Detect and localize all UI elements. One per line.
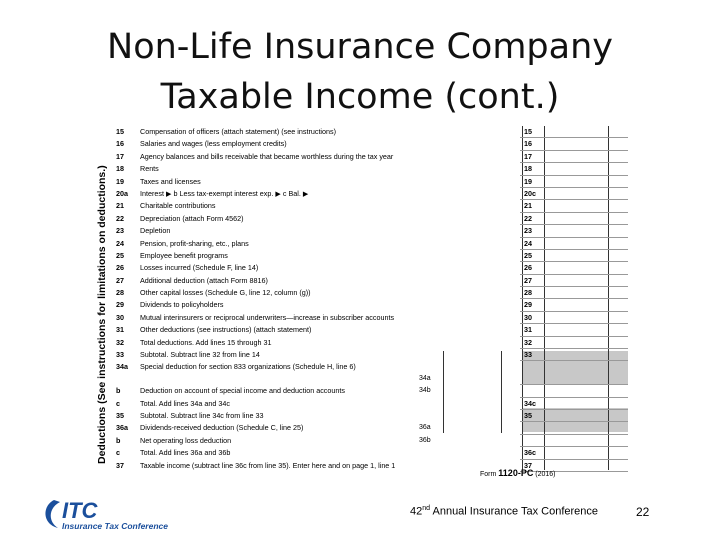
form-row [116, 262, 628, 273]
svg-text:ITC: ITC [62, 498, 98, 523]
itc-logo [40, 494, 180, 534]
line-number: 20a [116, 188, 128, 198]
form-row [116, 213, 628, 224]
line-number: 31 [116, 325, 124, 335]
itc-logo-graphic [40, 494, 180, 534]
line-description: Depreciation (attach Form 4562) [140, 213, 244, 223]
form-row [116, 126, 628, 137]
line-number: 22 [116, 213, 124, 223]
form-row [116, 225, 628, 236]
line-description: Dividends-received deduction (Schedule C, line 25) [140, 423, 304, 433]
sub-line-ref: 34b [419, 387, 431, 395]
line-number: 19 [116, 176, 124, 186]
sub-line-ref: 36b [419, 436, 431, 444]
line-ref: 33 [524, 350, 532, 360]
line-description: Pension, profit-sharing, etc., plans [140, 238, 249, 248]
line-ref: 37 [524, 460, 532, 470]
form-row [116, 151, 628, 162]
line-description: Mutual interinsurers or reciprocal underwriters—increase in subscriber accounts [140, 312, 395, 322]
line-ref: 34c [524, 398, 536, 408]
page-number: 22 [636, 505, 650, 519]
line-ref: 20c [524, 188, 536, 198]
form-row [116, 200, 628, 211]
line-number: 30 [116, 312, 124, 322]
line-ref: 27 [524, 275, 532, 285]
line-ref: 19 [524, 176, 532, 186]
line-description: Dividends to policyholders [140, 300, 224, 310]
line-ref: 21 [524, 201, 532, 211]
title-line-1: Non-Life Insurance Company [107, 27, 613, 67]
line-number: b [116, 386, 121, 396]
line-ref: 36c [524, 448, 536, 458]
form-row [116, 250, 628, 261]
form-row [116, 163, 628, 174]
line-description: Depletion [140, 226, 171, 236]
line-number: 27 [116, 275, 124, 285]
form-footer-name: 1120-PC [498, 468, 534, 478]
line-number: 37 [116, 460, 124, 470]
line-description: Charitable contributions [140, 201, 216, 211]
line-description: Subtotal. Subtract line 32 from line 14 [140, 350, 260, 360]
line-number: 33 [116, 350, 124, 360]
line-ref: 31 [524, 325, 532, 335]
line-ref: 29 [524, 300, 532, 310]
form-row [116, 299, 628, 310]
line-ref: 22 [524, 213, 532, 223]
line-number: b [116, 435, 121, 445]
line-ref: 26 [524, 263, 532, 273]
line-number: 25 [116, 250, 124, 260]
line-ref: 30 [524, 312, 532, 322]
line-number: c [116, 398, 120, 408]
line-description: Employee benefit programs [140, 250, 228, 260]
form-rows [116, 126, 628, 472]
line-number: 32 [116, 337, 124, 347]
line-number: 17 [116, 151, 124, 161]
line-ref: 18 [524, 164, 532, 174]
deductions-side-label [92, 165, 118, 468]
line-description: Taxable income (subtract line 36c from line 35). Enter here and on page 1, line 1 [140, 460, 396, 470]
form-footer-year: (2016) [535, 471, 556, 478]
line-ref: 15 [524, 127, 532, 136]
form-row [116, 312, 628, 323]
form-footer-prefix: Form [480, 471, 497, 478]
line-number: 16 [116, 139, 124, 149]
line-number: c [116, 448, 120, 458]
form-row [116, 410, 628, 421]
line-description: Taxes and licenses [140, 176, 201, 186]
form-row [116, 176, 628, 187]
line-ref: 25 [524, 250, 532, 260]
form-1120pc-excerpt [98, 124, 628, 470]
line-ref: 35 [524, 411, 532, 420]
line-description: Other capital losses (Schedule G, line 12, column (g)) [140, 288, 311, 298]
form-row [116, 361, 628, 384]
form-row [116, 238, 628, 249]
form-row [116, 188, 628, 199]
line-ref: 24 [524, 238, 532, 248]
sub-line-ref: 36a [419, 424, 431, 432]
conference-name [410, 505, 598, 518]
sub-line-ref: 34a [419, 374, 431, 382]
form-footer [480, 468, 556, 478]
form-row [116, 324, 628, 335]
line-number: 35 [116, 411, 124, 420]
title-line-2: Taxable Income (cont.) [160, 77, 560, 117]
line-ref: 16 [524, 139, 532, 149]
form-row [116, 349, 628, 360]
line-number: 23 [116, 226, 124, 236]
line-description: Losses incurred (Schedule F, line 14) [140, 263, 259, 273]
line-number: 26 [116, 263, 124, 273]
line-description: Additional deduction (attach Form 8816) [140, 275, 268, 285]
line-description: Interest ▶ b Less tax-exempt interest exp. ▶ c Bal. ▶ [140, 188, 309, 198]
line-number: 15 [116, 127, 124, 136]
form-row [116, 138, 628, 149]
form-row [116, 287, 628, 298]
line-ref: 28 [524, 288, 532, 298]
form-row [116, 398, 628, 409]
line-number: 34a [116, 362, 128, 372]
line-ref: 32 [524, 337, 532, 347]
form-row [116, 435, 628, 446]
line-ref: 17 [524, 151, 532, 161]
form-row [116, 447, 628, 458]
line-description: Salaries and wages (less employment credits) [140, 139, 287, 149]
line-description: Compensation of officers (attach statement) (see instructions) [140, 127, 337, 136]
line-description: Rents [140, 164, 159, 174]
line-description: Subtotal. Subtract line 34c from line 33 [140, 411, 264, 420]
line-number: 29 [116, 300, 124, 310]
slide-title [0, 22, 720, 122]
form-row [116, 385, 628, 396]
line-description: Deduction on account of special income and deduction accounts [140, 386, 345, 396]
deductions-side-label-text: Deductions (See instructions for limitations on deductions.) [96, 165, 108, 464]
line-number: 24 [116, 238, 124, 248]
form-row [116, 275, 628, 286]
line-number: 36a [116, 423, 128, 433]
line-number: 18 [116, 164, 124, 174]
conference-suffix: nd [422, 505, 431, 512]
line-description: Agency balances and bills receivable that became worthless during the tax year [140, 151, 394, 161]
line-description: Total. Add lines 34a and 34c [140, 398, 230, 408]
line-ref: 23 [524, 226, 532, 236]
line-description: Special deduction for section 833 organizations (Schedule H, line 6) [140, 362, 356, 372]
line-description: Other deductions (see instructions) (attach statement) [140, 325, 312, 335]
svg-text:Insurance Tax Conference: Insurance Tax Conference [62, 521, 168, 531]
conference-number: 42 [410, 505, 423, 518]
form-row [116, 337, 628, 348]
line-description: Net operating loss deduction [140, 435, 232, 445]
form-row [116, 422, 628, 433]
conference-title: Annual Insurance Tax Conference [430, 505, 599, 518]
line-description: Total deductions. Add lines 15 through 31 [140, 337, 272, 347]
line-number: 21 [116, 201, 124, 211]
line-description: Total. Add lines 36a and 36b [140, 448, 231, 458]
line-number: 28 [116, 288, 124, 298]
